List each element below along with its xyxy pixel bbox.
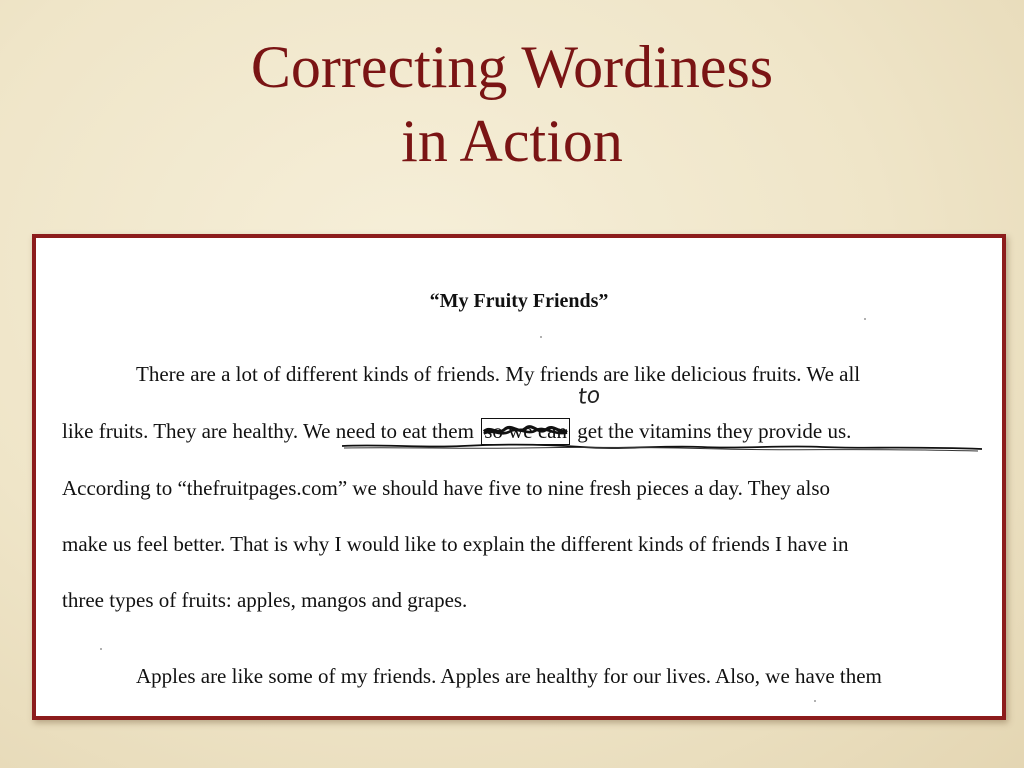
scan-speck	[814, 700, 816, 702]
essay-line-5: three types of fruits: apples, mangos and grapes.	[62, 588, 468, 612]
essay-line-3: According to “thefruitpages.com” we should have five to nine fresh pieces a day. They also	[62, 476, 830, 500]
slide-title-line-1: Correcting Wordiness	[250, 34, 774, 100]
slide-title-line-2: in Action	[401, 108, 623, 174]
essay-line-2	[62, 418, 851, 445]
essay-line-2-start: like fruits. They are healthy. We need to eat them	[62, 419, 480, 443]
scan-speck	[540, 336, 542, 338]
essay-line-2-end: get the vitamins they provide us.	[572, 419, 852, 443]
handwritten-correction: to	[576, 382, 602, 411]
essay-line-1: There are a lot of different kinds of friends. My friends are like delicious fruits. We all	[136, 362, 861, 386]
scan-speck	[100, 648, 102, 650]
essay-line-6: Apples are like some of my friends. Apples are healthy for our lives. Also, we have them	[136, 664, 882, 688]
slide-title	[0, 30, 1024, 178]
struck-out-text: so we can	[484, 419, 568, 443]
scan-speck	[864, 318, 866, 320]
essay-line-4: make us feel better. That is why I would like to explain the different kinds of friends I have in	[62, 532, 849, 556]
essay-title: “My Fruity Friends”	[429, 290, 609, 312]
scanned-document	[32, 234, 1006, 720]
struck-out-phrase	[481, 418, 570, 445]
